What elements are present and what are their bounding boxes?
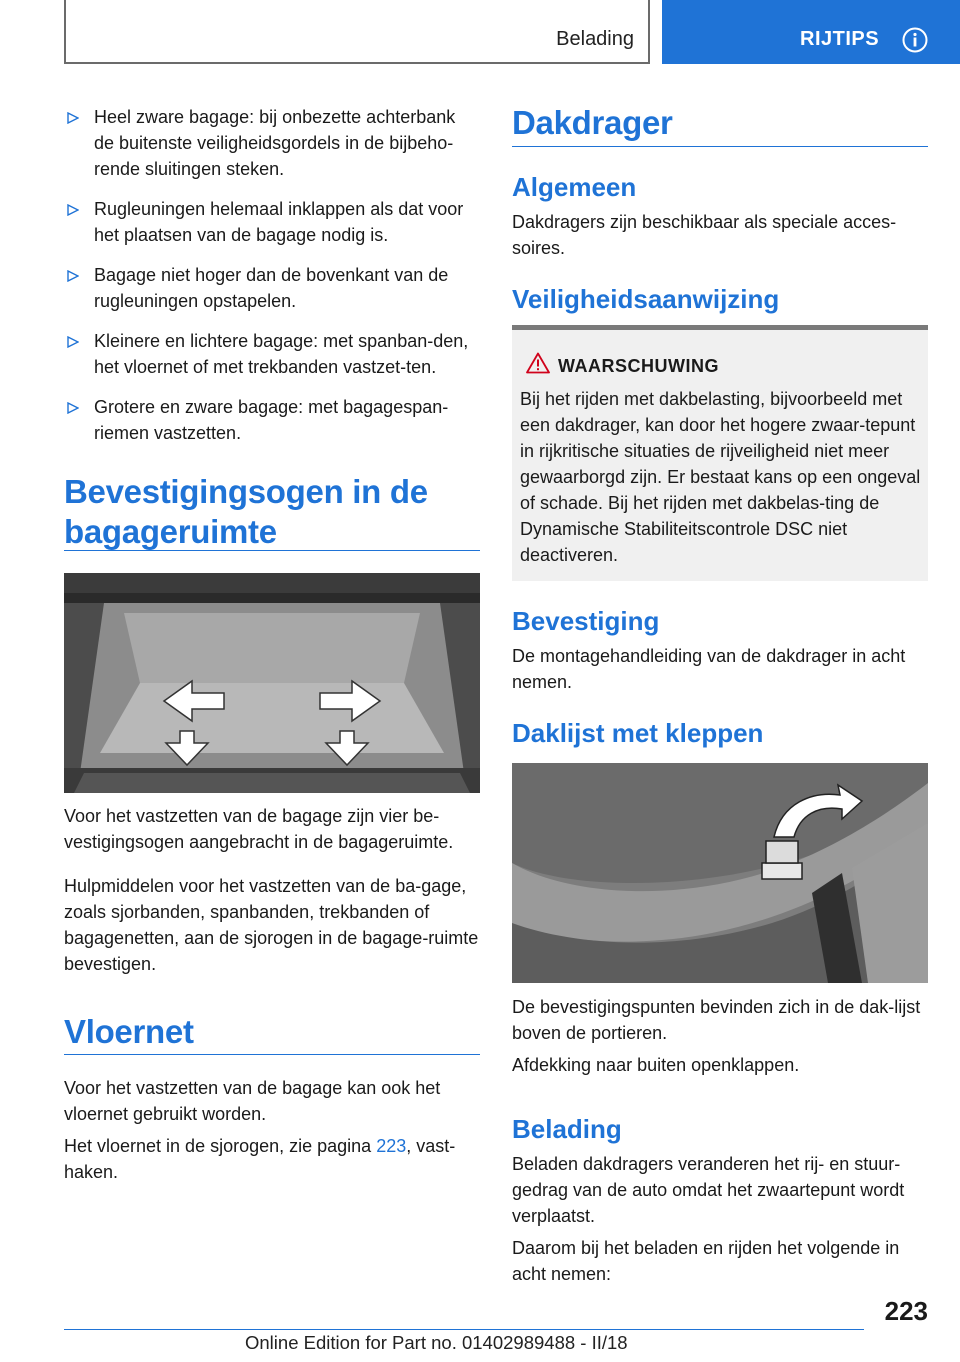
header-bar <box>64 0 650 64</box>
bullet-text: Rugleuningen helemaal inklappen als dat voor het plaatsen van de bagage nodig is. <box>94 199 464 245</box>
trunk-illustration <box>64 573 480 793</box>
section-divider <box>64 550 480 551</box>
paragraph: Afdekking naar buiten openklappen. <box>512 1055 800 1075</box>
triangle-bullet-icon <box>67 204 79 216</box>
subsection-title-daklijst: Daklijst met kleppen <box>512 718 764 748</box>
page-number: 223 <box>884 1296 928 1326</box>
text-run: Het vloernet in de sjorogen, zie pagina <box>64 1136 377 1156</box>
bullet-list <box>64 104 480 460</box>
bullet-text: Kleinere en lichtere bagage: met spanban-den, het vloernet of met trekbanden vastzet-ten. <box>94 331 469 377</box>
section-title-dakdrager: Dakdrager <box>512 104 673 141</box>
section-divider <box>64 1054 480 1055</box>
paragraph: Daarom bij het beladen en rijden het volgende in acht nemen: <box>512 1238 900 1284</box>
footer-edition: Online Edition for Part no. 01402989488 - II/18 <box>245 1332 628 1353</box>
triangle-bullet-icon <box>67 270 79 282</box>
roof-rail-illustration <box>512 763 928 983</box>
list-item <box>64 262 480 314</box>
warning-title: WAARSCHUWING <box>558 356 719 376</box>
warning-text: Bij het rijden met dakbelasting, bijvoorbeeld met een dakdrager, kan door het hogere zwaar-tepunt in rijkritische situaties de rijveiligheid niet meer gewaarborgd zijn. Er bestaat kans op een ongeval of schade. Bij het rijden met dakbelas-ting de Dynamische Stabiliteitscontrole DSC niet deactiveren. <box>520 389 921 565</box>
footer-divider <box>64 1329 864 1330</box>
trunk-photo <box>64 573 480 793</box>
warning-box <box>512 325 928 581</box>
paragraph: Dakdragers zijn beschikbaar als speciale acces-soires. <box>512 212 897 258</box>
subsection-title-belading: Belading <box>512 1114 622 1144</box>
warning-triangle-icon <box>526 352 550 374</box>
paragraph: De montagehandleiding van de dakdrager in acht nemen. <box>512 646 906 692</box>
header-tab-rijtips[interactable] <box>662 0 960 64</box>
info-icon[interactable] <box>902 27 928 53</box>
subsection-title-algemeen: Algemeen <box>512 172 637 202</box>
paragraph: Voor het vastzetten van de bagage zijn vier be-vestigingsogen aangebracht in de bagageruimte. <box>64 806 454 852</box>
subsection-title-veiligheid: Veiligheidsaanwijzing <box>512 284 780 314</box>
section-title-bevestigingsogen: Bevestigingsogen in de bagageruimte <box>64 473 428 550</box>
paragraph: Beladen dakdragers veranderen het rij- en stuur-gedrag van de auto omdat het zwaartepunt wordt verplaatst. <box>512 1154 905 1226</box>
bullet-text: Grotere en zware bagage: met bagagespan-riemen vastzetten. <box>94 397 449 443</box>
roof-rail-photo <box>512 763 928 983</box>
header-section-title: Belading <box>556 28 634 50</box>
triangle-bullet-icon <box>67 112 79 124</box>
section-title-vloernet: Vloernet <box>64 1013 194 1050</box>
list-item <box>64 196 480 248</box>
page-link[interactable]: 223 <box>376 1136 407 1156</box>
triangle-bullet-icon <box>67 336 79 348</box>
subsection-title-bevestiging: Bevestiging <box>512 606 660 636</box>
bullet-text: Heel zware bagage: bij onbezette achterbank de buitenste veiligheidsgordels in de bijbeho-rende sluitingen steken. <box>94 107 456 179</box>
paragraph: De bevestigingspunten bevinden zich in de dak-lijst boven de portieren. <box>512 997 921 1043</box>
paragraph: Hulpmiddelen voor het vastzetten van de ba-gage, zoals sjorbanden, spanbanden, trekbanden of bagagenetten, aan de sjorogen in de bagage-ruimte bevestigen. <box>64 876 479 974</box>
list-item <box>64 328 480 380</box>
tab-label: RIJTIPS <box>800 28 880 50</box>
triangle-bullet-icon <box>67 402 79 414</box>
paragraph: Voor het vastzetten van de bagage kan ook het vloernet gebruikt worden. <box>64 1078 441 1124</box>
paragraph-with-link <box>64 1133 480 1185</box>
list-item <box>64 394 480 446</box>
text-run: , vast-haken. <box>64 1136 456 1182</box>
bullet-text: Bagage niet hoger dan de bovenkant van de rugleuningen opstapelen. <box>94 265 449 311</box>
list-item <box>64 104 480 182</box>
section-divider <box>512 146 928 147</box>
